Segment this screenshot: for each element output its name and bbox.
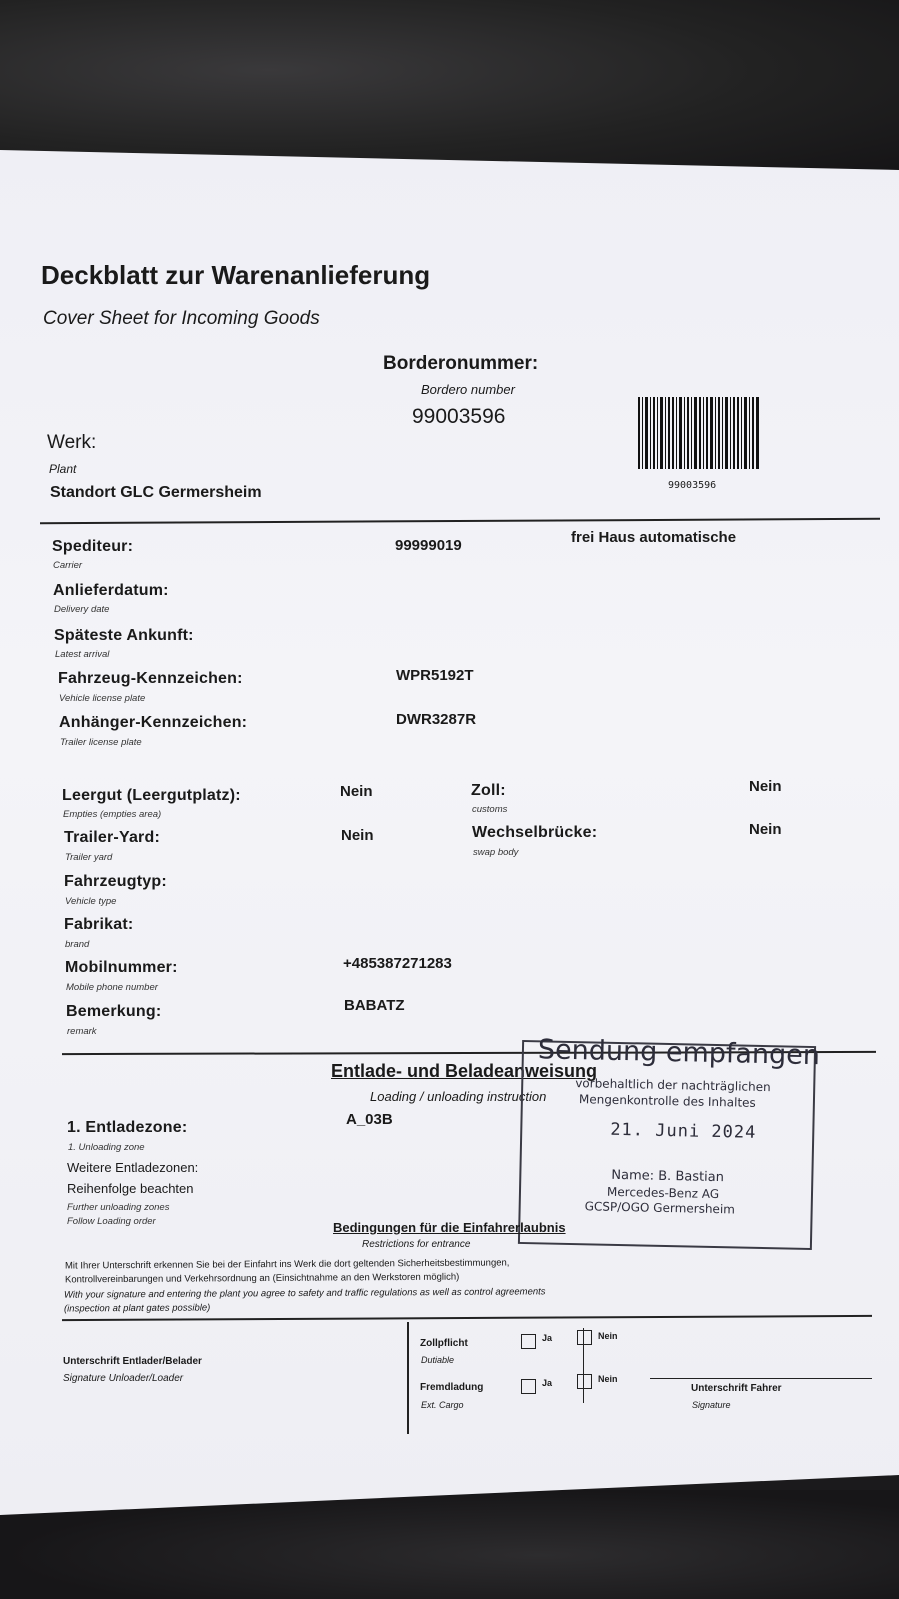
further-zones-line2: Reihenfolge beachten bbox=[67, 1181, 194, 1196]
stamp-title: Sendung empfangen bbox=[537, 1034, 821, 1072]
further-zones-line1: Weitere Entladezonen: bbox=[67, 1160, 199, 1175]
mobile-sub: Mobile phone number bbox=[66, 982, 158, 993]
trailer-yard-label: Trailer-Yard: bbox=[64, 829, 160, 846]
sig-loader-label: Unterschrift Entlader/Belader bbox=[63, 1356, 202, 1367]
remark-sub: remark bbox=[67, 1026, 97, 1037]
customs-sub: customs bbox=[472, 804, 508, 815]
customs-value: Nein bbox=[749, 778, 782, 795]
empties-label: Leergut (Leergutplatz): bbox=[62, 787, 241, 804]
plant-sub: Plant bbox=[49, 462, 77, 476]
latest-arrival-sub: Latest arrival bbox=[55, 649, 110, 660]
carrier-label: Spediteur: bbox=[52, 538, 134, 555]
dutiable-label: Zollpflicht bbox=[420, 1338, 468, 1349]
zone-value: A_03B bbox=[346, 1111, 393, 1128]
sig-loader-sub: Signature Unloader/Loader bbox=[63, 1373, 184, 1384]
vehicle-plate-label: Fahrzeug-Kennzeichen: bbox=[58, 670, 243, 687]
barcode bbox=[638, 397, 760, 479]
conditions-text-en1: With your signature and entering the plant you agree to safety and traffic regulations as well as control agreements bbox=[63, 1286, 546, 1301]
bordero-label: Borderonummer: bbox=[383, 353, 539, 374]
dutiable-ja-label: Ja bbox=[542, 1333, 553, 1343]
unloading-title: Entlade- und Beladeanweisung bbox=[331, 1061, 598, 1081]
received-stamp bbox=[518, 1034, 821, 1250]
barcode-text: 99003596 bbox=[668, 480, 717, 491]
stamp-line1: vorbehaltlich der nachträglichen bbox=[575, 1076, 771, 1095]
trailer-yard-value: Nein bbox=[341, 827, 374, 844]
empties-value: Nein bbox=[340, 783, 373, 800]
vehicle-plate-value: WPR5192T bbox=[396, 667, 474, 684]
empties-sub: Empties (empties area) bbox=[63, 809, 162, 820]
conditions-title: Bedingungen für die Einfahrerlaubnis bbox=[333, 1220, 566, 1235]
document-title: Deckblatt zur Warenanlieferung bbox=[41, 260, 431, 290]
handwritten-mark bbox=[583, 1328, 584, 1403]
plant-label: Werk: bbox=[47, 432, 97, 453]
ext-cargo-ja-checkbox[interactable] bbox=[521, 1379, 536, 1394]
swap-body-value: Nein bbox=[749, 821, 782, 838]
document-subtitle: Cover Sheet for Incoming Goods bbox=[43, 308, 320, 329]
ext-cargo-nein-checkbox[interactable] bbox=[577, 1374, 592, 1389]
mobile-value: +485387271283 bbox=[343, 955, 452, 972]
conditions-title-sub: Restrictions for entrance bbox=[362, 1239, 471, 1250]
conditions-text-en2: (inspection at plant gates possible) bbox=[63, 1302, 211, 1315]
background-top bbox=[0, 0, 899, 175]
stamp-line2: Mengenkontrolle des Inhaltes bbox=[578, 1092, 756, 1110]
trailer-yard-sub: Trailer yard bbox=[65, 852, 113, 863]
trailer-plate-value: DWR3287R bbox=[396, 711, 477, 728]
dutiable-nein-label: Nein bbox=[598, 1331, 618, 1341]
ext-cargo-ja-label: Ja bbox=[542, 1378, 553, 1388]
remark-label: Bemerkung: bbox=[66, 1003, 162, 1020]
stamp-name: Name: B. Bastian bbox=[611, 1167, 725, 1186]
plant-value: Standort GLC Germersheim bbox=[50, 484, 262, 501]
trailer-plate-label: Anhänger-Kennzeichen: bbox=[59, 714, 248, 731]
bordero-value: 99003596 bbox=[412, 405, 506, 428]
carrier-sub: Carrier bbox=[53, 560, 83, 571]
customs-label: Zoll: bbox=[471, 782, 506, 799]
conditions-text-de1: Mit Ihrer Unterschrift erkennen Sie bei der Einfahrt ins Werk die dort geltenden Sicherheitsbestimmungen, bbox=[64, 1257, 510, 1272]
dutiable-nein-checkbox[interactable] bbox=[577, 1330, 592, 1345]
vehicle-type-sub: Vehicle type bbox=[65, 896, 117, 907]
vehicle-plate-sub: Vehicle license plate bbox=[59, 693, 146, 704]
stamp-company: Mercedes-Benz AG bbox=[606, 1184, 720, 1202]
stamp-dept: GCSP/OGO Germersheim bbox=[584, 1199, 736, 1217]
brand-label: Fabrikat: bbox=[64, 916, 134, 933]
dutiable-sub: Dutiable bbox=[421, 1355, 455, 1365]
sig-driver-sub: Signature bbox=[692, 1400, 731, 1410]
remark-value: BABATZ bbox=[344, 997, 405, 1014]
vehicle-type-label: Fahrzeugtyp: bbox=[64, 873, 167, 890]
dutiable-ja-checkbox[interactable] bbox=[521, 1334, 536, 1349]
ext-cargo-label: Fremdladung bbox=[420, 1382, 484, 1393]
driver-signature-line bbox=[650, 1378, 872, 1379]
carrier-extra: frei Haus automatische bbox=[571, 529, 737, 546]
swap-body-label: Wechselbrücke: bbox=[472, 824, 598, 841]
unloading-title-sub: Loading / unloading instruction bbox=[370, 1089, 547, 1104]
carrier-value: 99999019 bbox=[395, 537, 462, 554]
delivery-date-sub: Delivery date bbox=[54, 604, 110, 615]
conditions-text-de2: Kontrollvereinbarungen und Verkehrsordnung an (Einsichtnahme an den Werkstoren möglich) bbox=[64, 1271, 460, 1286]
mobile-label: Mobilnummer: bbox=[65, 959, 178, 976]
ext-cargo-nein-label: Nein bbox=[598, 1374, 618, 1384]
further-zones-sub1: Further unloading zones bbox=[67, 1202, 170, 1213]
zone-label: 1. Entladezone: bbox=[67, 1119, 188, 1136]
zone-sub: 1. Unloading zone bbox=[68, 1142, 145, 1153]
footer-divider bbox=[407, 1322, 409, 1434]
delivery-date-label: Anlieferdatum: bbox=[53, 582, 169, 599]
sig-driver-label: Unterschrift Fahrer bbox=[691, 1383, 782, 1394]
further-zones-sub2: Follow Loading order bbox=[67, 1216, 156, 1227]
ext-cargo-sub: Ext. Cargo bbox=[421, 1400, 464, 1410]
brand-sub: brand bbox=[65, 939, 90, 950]
swap-body-sub: swap body bbox=[473, 847, 519, 858]
latest-arrival-label: Späteste Ankunft: bbox=[54, 627, 194, 644]
stamp-date: 21. Juni 2024 bbox=[610, 1119, 757, 1143]
trailer-plate-sub: Trailer license plate bbox=[60, 737, 142, 748]
bordero-sub: Bordero number bbox=[421, 382, 515, 397]
